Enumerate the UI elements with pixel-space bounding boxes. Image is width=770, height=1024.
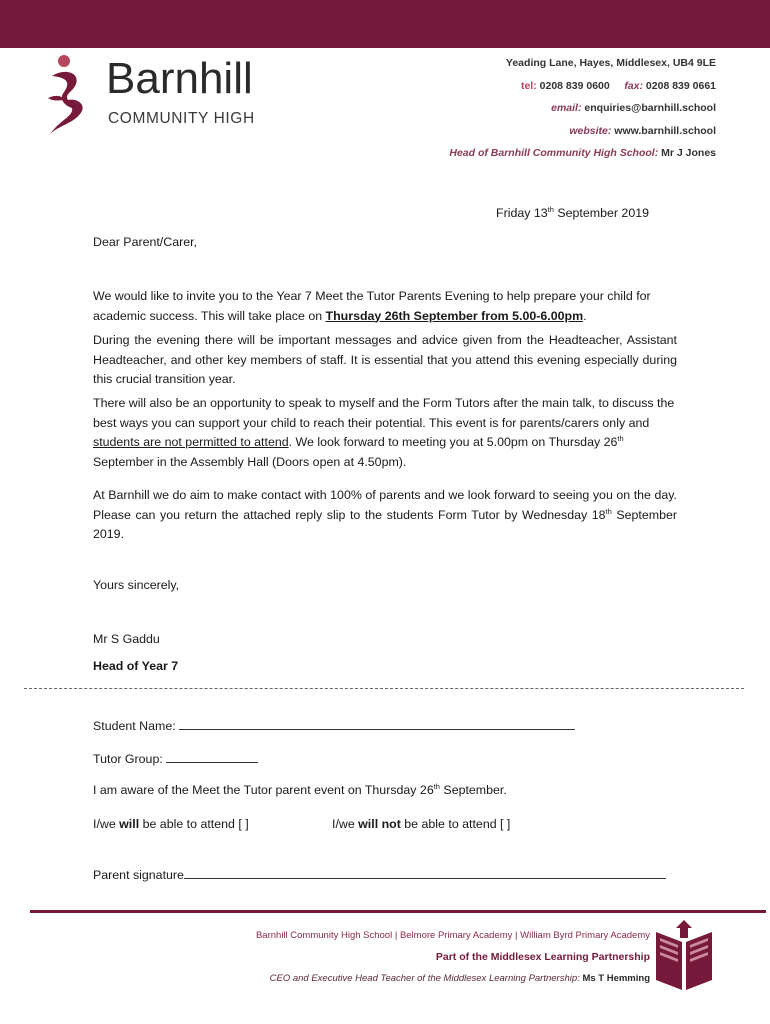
paragraph-1 (93, 287, 677, 326)
tutor-group-label: Tutor Group: (93, 752, 163, 766)
email-value[interactable]: enquiries@barnhill.school (584, 102, 716, 114)
ceo-line (270, 973, 650, 984)
will-a: I/we (93, 817, 120, 831)
closing: Yours sincerely, (93, 578, 180, 592)
p4-text-a: At Barnhill we do aim to make contact with 100% of parents and we look forward to seeing you on the day. Please can you return the attached reply slip to the students Form Tutor by Wednesday 18 (93, 488, 677, 522)
footer-bar (30, 910, 766, 913)
school-logo (46, 54, 286, 138)
school-name: Barnhill (106, 54, 253, 103)
p1-date-highlight: Thursday 26th September from 5.00-6.00pm (325, 308, 584, 323)
figure-logo-icon (46, 54, 104, 138)
head-label: Head of Barnhill Community High School: (449, 147, 659, 159)
p3-text-b: . We look forward to meeting you at 5.00pm on Thursday 26 (288, 435, 618, 449)
tel-value: 0208 839 0600 (539, 79, 610, 92)
willnot-b: be able to attend [ ] (400, 817, 511, 831)
p3-underlined: students are not permitted to attend (93, 435, 289, 449)
address: Yeading Lane, Hayes, Middlesex, UB4 9LE (505, 57, 716, 69)
date-day: Friday 13 (496, 206, 548, 220)
willnot-a: I/we (332, 817, 359, 831)
email-line (449, 97, 716, 120)
aware-sup: th (433, 781, 440, 791)
partnership-title: Part of the Middlesex Learning Partnership (435, 951, 650, 963)
fax-value: 0208 839 0661 (645, 79, 716, 92)
will-attend-option[interactable] (93, 817, 249, 831)
website-label: website: (569, 124, 612, 137)
p1-text: We would like to invite you to the Year 7 Meet the Tutor Parents Evening to help prepare your child for academic success. This will take place on (93, 289, 651, 323)
p1-end: . (583, 308, 587, 323)
p4-text-b: September 2019. (93, 507, 677, 541)
fax-label: fax: (624, 79, 643, 92)
student-name-label: Student Name: (93, 719, 176, 733)
tutor-group-field[interactable] (166, 750, 258, 763)
p3-text-a: There will also be an opportunity to speak to myself and the Form Tutors after the main talk, to discuss the best ways you can support your child to reach their potential. This event is for parents/carers only and (93, 396, 675, 430)
signature-label: Parent signature (93, 868, 184, 882)
date-rest: September 2019 (553, 206, 649, 220)
website-value[interactable]: www.barnhill.school (614, 124, 716, 137)
tutor-group-row (93, 750, 258, 766)
awareness-statement (93, 783, 507, 797)
website-line (449, 120, 716, 143)
header-bar (0, 0, 770, 48)
signer-title: Head of Year 7 (93, 659, 179, 673)
paragraph-2: During the evening there will be important messages and advice given from the Headteacher, Assistant Headteacher, and other key members of staff. It is essential that you attend this evening especially during this crucial transition year. (93, 333, 677, 386)
date-sup: th (547, 204, 554, 214)
signature-field[interactable] (184, 866, 666, 879)
phone-line (449, 75, 716, 98)
contact-block (449, 52, 716, 165)
partner-schools: Barnhill Community High School | Belmore Primary Academy | William Byrd Primary Academy (255, 930, 650, 941)
p3-text-c: September in the Assembly Hall (Doors open at 4.50pm). (93, 454, 407, 469)
will-bold: will (119, 817, 140, 831)
will-not-attend-option[interactable] (332, 817, 510, 831)
student-name-field[interactable] (179, 717, 575, 730)
signature-row (93, 866, 666, 882)
email-label: email: (551, 102, 582, 114)
student-name-row (93, 717, 575, 733)
partnership-book-icon (652, 918, 716, 996)
school-subtitle: COMMUNITY HIGH (108, 110, 255, 127)
ceo-name: Ms T Hemming (582, 973, 650, 984)
aware-text-b: September. (439, 783, 507, 797)
tel-label: tel: (520, 79, 537, 92)
p3-sup: th (617, 433, 624, 443)
p4-sup: th (605, 506, 612, 516)
will-b: be able to attend [ ] (139, 817, 249, 831)
head-name: Mr J Jones (661, 147, 716, 159)
head-line (449, 142, 716, 165)
paragraph-3 (93, 394, 677, 472)
paragraph-4 (93, 486, 677, 545)
aware-text-a: I am aware of the Meet the Tutor parent event on Thursday 26 (93, 783, 434, 797)
signer-name: Mr S Gaddu (93, 632, 160, 646)
willnot-bold: will not (358, 817, 401, 831)
cut-line (24, 688, 744, 689)
letter-date (496, 206, 649, 220)
salutation: Dear Parent/Carer, (93, 235, 197, 249)
ceo-label: CEO and Executive Head Teacher of the Middlesex Learning Partnership: (269, 973, 580, 984)
